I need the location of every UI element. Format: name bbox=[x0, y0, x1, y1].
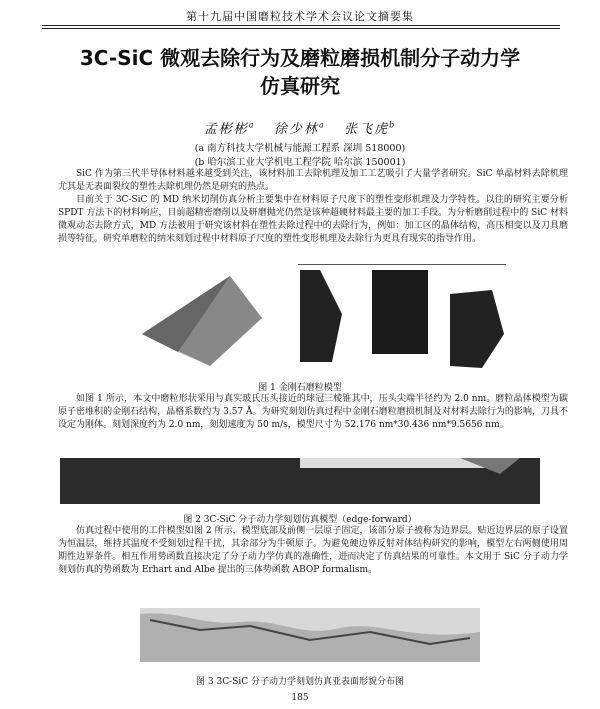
author-3: 张飞虎$^b$ bbox=[344, 120, 397, 137]
paragraph-background: 目前关于 3C-SiC 的 MD 纳米切削仿真分析主要集中在材料原子尺度下的塑性变形机理及力学特性。以往的研究主要分析 SPDT 方法下的材料响应，目前超精密磨削以及研磨抛光仍然是该种超硬材料最主要的加工手段。为分析磨削过程中的 SiC 材料微观动态去除方式，MD 方法被用于研究该材料在塑性去除过程中的去除行为，例如：加工区的晶体结构，高压相变以及刀具磨损等特征。研究单磨粒的纳米刻划过程中材料原子尺度的塑性变形机理及去除行为更具有现实的指导作用。 bbox=[58, 195, 568, 244]
figure-2-scratching-model bbox=[60, 456, 540, 508]
paragraph-abrasive-model: 如图 1 所示，本文中磨粒形状采用与真实玻氏压头接近的球冠三棱锥其中，压头尖端半径约为 2.0 nm。磨粒晶体模型为碳原子密堆积的金刚石结构，晶格系数约为 3.57 Å。为研究刻划仿真过程中金刚石磨粒磨损机制及对材料去除行为的影响，刀具不设定为刚体。刻划深度约为 2.0 nm，刻划速度为 50 m/s，模型尺寸为 52.176 nm*30.436 nm*9.5656 nm。 bbox=[58, 394, 568, 430]
affiliation-b: (b 哈尔滨工业大学机电工程学院 哈尔滨 150001) bbox=[194, 157, 406, 168]
figure-3-caption: 图 3 3C-SiC 分子动力学刻划仿真亚表面形貌分布图 bbox=[196, 677, 404, 687]
pyramid-abrasive-3d-view bbox=[142, 276, 262, 366]
abrasive-side-view bbox=[300, 270, 342, 362]
affiliation-a: (a 南方科技大学机械与能源工程系 深圳 518000) bbox=[194, 143, 406, 154]
author-1: 孟彬彬$^a$ bbox=[203, 120, 256, 137]
paragraph-intro: SiC 作为第三代半导体材料越来越受到关注，该材料加工去除机理及加工工艺吸引了大量学者研究。SiC 单晶材料去除机理尤其是无表面裂纹的塑性去除机理仍然是研究的热点。 bbox=[58, 169, 568, 192]
page-number: 185 bbox=[291, 693, 309, 703]
figure-1-divider bbox=[298, 264, 506, 265]
paragraph-workpiece-model: 仿真过程中使用的工件模型如图 2 所示，模型底部及前侧一层原子固定，该部分原子被称为边界层。贴近边界层的原子设置为恒温层，维持其温度不受刻划过程干扰，其余部分为牛顿原子。为避免硬边界反射对体结构研究的影响，模型左右两侧使用周期性边界条件。相互作用势函数直接决定了分子动力学仿真的准确性，进而决定了仿真结果的可靠性。本文用于 SiC 分子动力学刻划仿真的势函数为 Erhart and Albe 提出的三体势函数 ABOP formalism。 bbox=[58, 526, 568, 575]
figure-3-subsurface-morphology bbox=[140, 598, 480, 668]
header-rule-top bbox=[42, 25, 560, 26]
author-2: 徐少林$^a$ bbox=[273, 120, 326, 137]
paper-title bbox=[30, 44, 570, 100]
header-rule-bottom bbox=[42, 28, 560, 29]
author-list bbox=[100, 118, 500, 137]
title-line-2: 仿真研究 bbox=[260, 74, 340, 98]
figure-1-caption: 图 1 金刚石磨粒模型 bbox=[258, 383, 342, 393]
title-line-1: 3C-SiC 微观去除行为及磨粒磨损机制分子动力学 bbox=[79, 46, 521, 70]
figure-2-caption: 图 2 3C-SiC 分子动力学刻划仿真模型（edge-forward） bbox=[183, 515, 417, 525]
running-header: 第十九届中国磨粒技术学术会议论文摘要集 bbox=[186, 10, 414, 23]
abrasive-top-view bbox=[450, 290, 504, 368]
figure-1-diamond-abrasive-models bbox=[120, 262, 520, 374]
abrasive-front-view bbox=[372, 270, 428, 354]
